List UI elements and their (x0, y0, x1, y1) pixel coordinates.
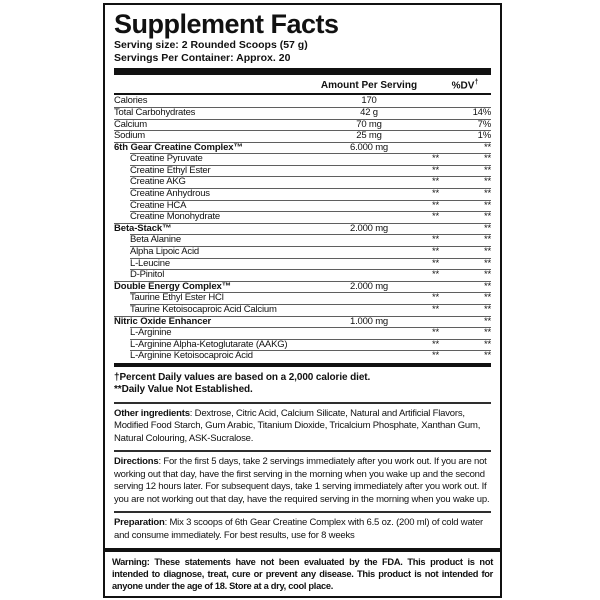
table-row (114, 316, 491, 328)
ingredient-amount: ** (432, 176, 439, 188)
ingredient-dv: ** (484, 257, 491, 269)
ingredient-amount: 2.000 mg (349, 222, 388, 234)
ingredient-name: D-Pinitol (130, 269, 165, 281)
directions-paragraph (114, 456, 491, 506)
ingredient-amount: 2.000 mg (349, 280, 388, 292)
directions-text: : For the first 5 days, take 2 servings immediately after you work out. If you are not working out that day, have the first serving in the morning when you wake up and the second serving 12 hours later. For subsequent days, take 1 serving immediately after you work out. If you are not working out that day, have the required serving in the morning when you wake up. (114, 456, 490, 505)
ingredient-dv: ** (484, 280, 491, 292)
ingredient-dv: ** (484, 327, 491, 339)
ingredient-name: Taurine Ketoisocaproic Acid Calcium (130, 304, 277, 316)
table-row (114, 304, 491, 316)
ingredient-dv: ** (484, 269, 491, 281)
ingredient-name: L-Leucine (130, 257, 170, 269)
table-row (114, 165, 491, 177)
other-ingredients-paragraph (114, 408, 491, 446)
preparation-label: Preparation (114, 517, 165, 529)
ingredient-name: Double Energy Complex™ (114, 280, 232, 292)
ingredient-amount: ** (432, 350, 439, 362)
ingredient-amount: ** (432, 304, 439, 316)
table-header-row (114, 75, 491, 93)
table-row (114, 350, 491, 362)
panel-title: Supplement Facts (114, 9, 339, 39)
table-row (114, 339, 491, 351)
ingredient-name: L-Arginine (130, 327, 172, 339)
warning-label: Warning: (112, 557, 150, 567)
table-row (114, 281, 491, 293)
directions-label: Directions (114, 456, 159, 468)
table-row (114, 153, 491, 165)
table-row (114, 211, 491, 223)
ingredient-name: Beta Alanine (130, 234, 181, 246)
table-row (114, 246, 491, 258)
ingredient-dv: ** (484, 234, 491, 246)
ingredient-amount: ** (432, 246, 439, 258)
ingredient-amount: ** (432, 164, 439, 176)
ingredient-amount: ** (432, 269, 439, 281)
table-row (114, 269, 491, 281)
ingredient-dv: ** (484, 164, 491, 176)
table-row (114, 327, 491, 339)
supplement-facts-panel (103, 3, 502, 550)
table-row (114, 188, 491, 200)
footnote-not-established: **Daily Value Not Established. (114, 384, 253, 396)
ingredient-dv: ** (484, 350, 491, 362)
ingredient-dv: 14% (472, 106, 491, 118)
ingredient-amount: 170 (361, 95, 377, 107)
ingredient-dv: ** (484, 338, 491, 350)
ingredient-amount: ** (432, 211, 439, 223)
section-divider (114, 402, 491, 404)
table-row (114, 130, 491, 142)
ingredient-dv: ** (484, 304, 491, 316)
table-row (114, 142, 491, 154)
ingredient-name: Nitric Oxide Enhancer (114, 315, 212, 327)
ingredient-dv: 1% (477, 130, 491, 142)
ingredient-dv: ** (484, 176, 491, 188)
dagger-symbol: † (474, 79, 479, 86)
warning-text: These statements have not been evaluated by the FDA. This product is not intended to diagnose, treat, cure or prevent any disease. This product is not intended for anyone under the age of 18. Store at a dry, cool place. (112, 557, 493, 591)
warning-box (103, 550, 502, 598)
dv-header: %DV† (451, 79, 479, 92)
section-divider (114, 450, 491, 452)
table-row (114, 223, 491, 235)
servings-per-container: Servings Per Container: Approx. 20 (114, 51, 291, 64)
ingredient-amount: 1.000 mg (349, 315, 388, 327)
amount-per-serving-header: Amount Per Serving (320, 80, 418, 92)
ingredient-name: Creatine Pyruvate (130, 153, 203, 165)
ingredient-name: Creatine Ethyl Ester (130, 164, 211, 176)
thick-divider-top (114, 68, 491, 75)
ingredient-name: Beta-Stack™ (114, 222, 172, 234)
ingredient-name: Total Carbohydrates (114, 106, 196, 118)
ingredient-name: Taurine Ethyl Ester HCl (130, 292, 224, 304)
ingredient-dv: ** (484, 292, 491, 304)
ingredient-dv: ** (484, 222, 491, 234)
table-row (114, 107, 491, 119)
ingredient-amount: ** (432, 338, 439, 350)
ingredient-dv: ** (484, 188, 491, 200)
table-row (114, 234, 491, 246)
ingredient-name: L-Arginine Ketoisocaproic Acid (130, 350, 253, 362)
ingredient-amount: 42 g (360, 106, 378, 118)
warning-paragraph (112, 556, 493, 592)
ingredient-amount: ** (432, 153, 439, 165)
thick-divider-bottom (114, 363, 491, 367)
ingredient-dv: ** (484, 141, 491, 153)
ingredient-name: Sodium (114, 130, 146, 142)
ingredient-name: Calcium (114, 118, 147, 130)
ingredient-name: Alpha Lipoic Acid (130, 246, 199, 258)
ingredient-amount: ** (432, 327, 439, 339)
ingredient-amount: ** (432, 234, 439, 246)
ingredient-name: 6th Gear Creatine Complex™ (114, 141, 243, 153)
ingredient-name: Creatine Anhydrous (130, 188, 210, 200)
table-row (114, 200, 491, 212)
ingredient-amount: 25 mg (356, 130, 382, 142)
ingredient-amount: ** (432, 292, 439, 304)
footnote-daily-value: †Percent Daily values are based on a 2,000 calorie diet. (114, 371, 371, 383)
facts-table-body (114, 95, 491, 362)
table-row (114, 95, 491, 107)
preparation-paragraph (114, 517, 491, 542)
serving-size: Serving size: 2 Rounded Scoops (57 g) (114, 39, 308, 51)
ingredient-dv: ** (484, 315, 491, 327)
ingredient-name: L-Arginine Alpha-Ketoglutarate (AAKG) (130, 338, 288, 350)
table-row (114, 176, 491, 188)
ingredient-name: Creatine HCA (130, 199, 187, 211)
table-row (114, 119, 491, 131)
ingredient-dv (439, 95, 491, 107)
preparation-text: : Mix 3 scoops of 6th Gear Creatine Complex with 6.5 oz. (200 ml) of cold water and consume immediately. For best results, use for 8 weeks (114, 517, 484, 541)
table-row (114, 292, 491, 304)
ingredient-name: Calories (114, 95, 148, 107)
ingredient-amount: ** (432, 257, 439, 269)
ingredient-amount: ** (432, 199, 439, 211)
ingredient-amount: 6.000 mg (349, 141, 388, 153)
ingredient-amount: ** (432, 188, 439, 200)
ingredient-dv: ** (484, 199, 491, 211)
ingredient-name: Creatine AKG (130, 176, 186, 188)
other-ingredients-text: : Dextrose, Citric Acid, Calcium Silicate, Natural and Artificial Flavors, Modified Food Starch, Gum Arabic, Titanium Dioxide, Tricalcium Phosphate, Xanthan Gum, Natural Colouring, ASK-Sucralose. (114, 407, 481, 444)
ingredient-dv: ** (484, 211, 491, 223)
section-divider (114, 511, 491, 513)
ingredient-dv: ** (484, 153, 491, 165)
ingredient-dv: 7% (477, 118, 491, 130)
ingredient-name: Creatine Monohydrate (130, 211, 220, 223)
ingredient-amount: 70 mg (356, 118, 382, 130)
ingredient-dv: ** (484, 246, 491, 258)
table-row (114, 258, 491, 270)
other-ingredients-label: Other ingredients (114, 407, 190, 419)
